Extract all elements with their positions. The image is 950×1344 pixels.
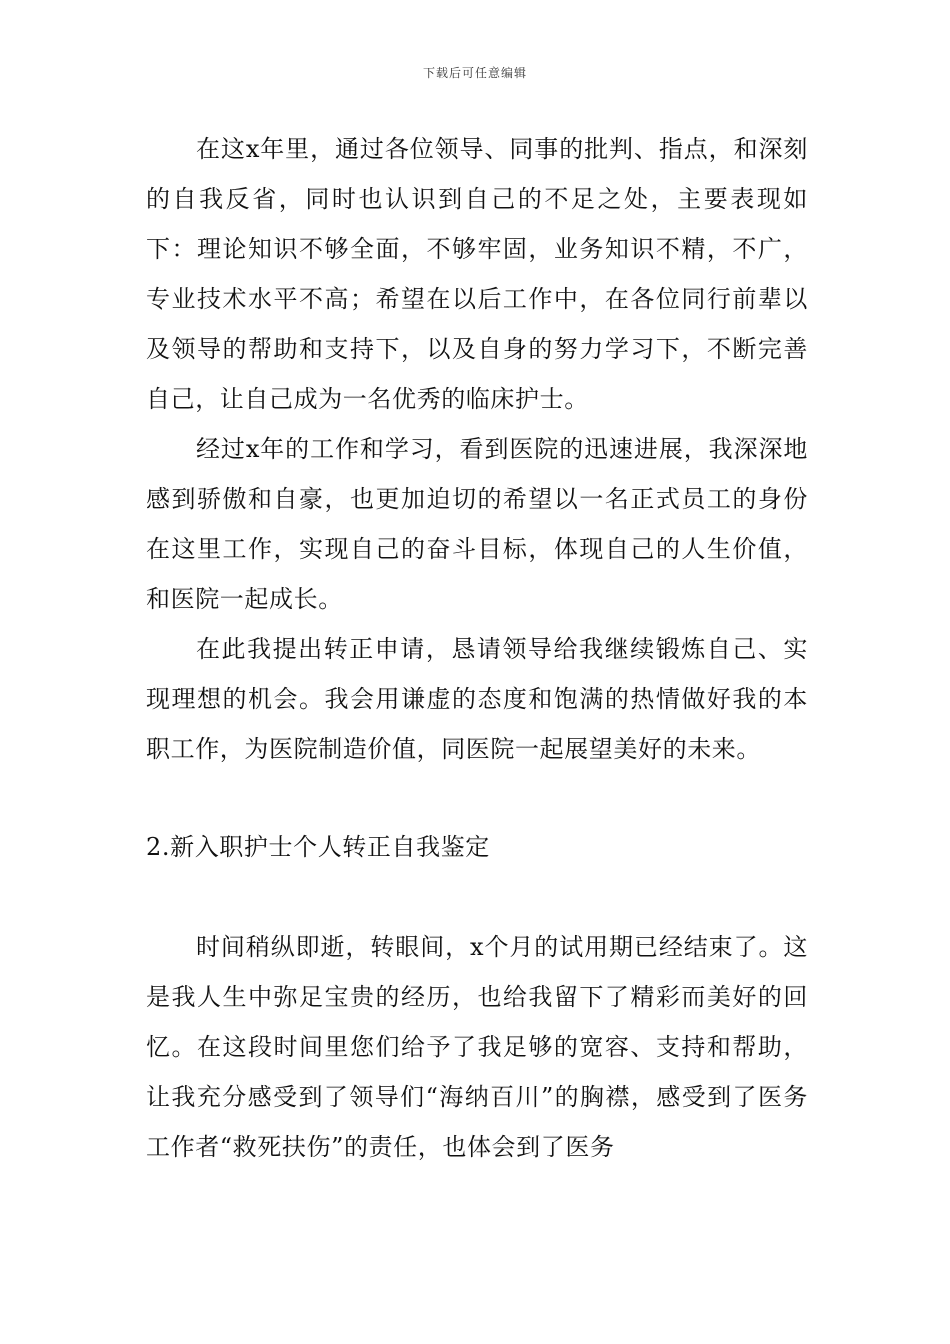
spacer: [146, 872, 808, 922]
paragraph-self-reflection: 在这x年里，通过各位领导、同事的批判、指点，和深刻的自我反省，同时也认识到自己的不足之处，主要表现如下：理论知识不够全面，不够牢固，业务知识不精，不广，专业技术水平不高；希望在以后工作中，在各位同行前辈以及领导的帮助和支持下，以及自身的努力学习下，不断完善自己，让自己成为一名优秀的临床护士。: [146, 135, 808, 413]
page-header: 下载后可任意编辑: [422, 66, 527, 80]
paragraph-growth: 经过x年的工作和学习，看到医院的迅速进展，我深深地感到骄傲和自豪，也更加迫切的希望以一名正式员工的身份在这里工作，实现自己的奋斗目标，体现自己的人生价值，和医院一起成长。: [146, 435, 808, 613]
paragraph-probation: 时间稍纵即逝，转眼间，x个月的试用期已经结束了。这是我人生中弥足宝贵的经历，也给我留下了精彩而美好的回忆。在这段时间里您们给予了我足够的宽容、支持和帮助，让我充分感受到了领导们“海纳百川”的胸襟，感受到了医务工作者“救死扶伤”的责任，也体会到了医务: [146, 933, 808, 1161]
paragraph-application: 在此我提出转正申请，恳请领导给我继续锻炼自己、实现理想的机会。我会用谦虚的态度和饱满的热情做好我的本职工作，为医院制造价值，同医院一起展望美好的未来。: [146, 635, 808, 763]
spacer: [146, 774, 808, 822]
document-body: [146, 124, 808, 1172]
section-heading: 2.新入职护士个人转正自我鉴定: [146, 833, 490, 861]
